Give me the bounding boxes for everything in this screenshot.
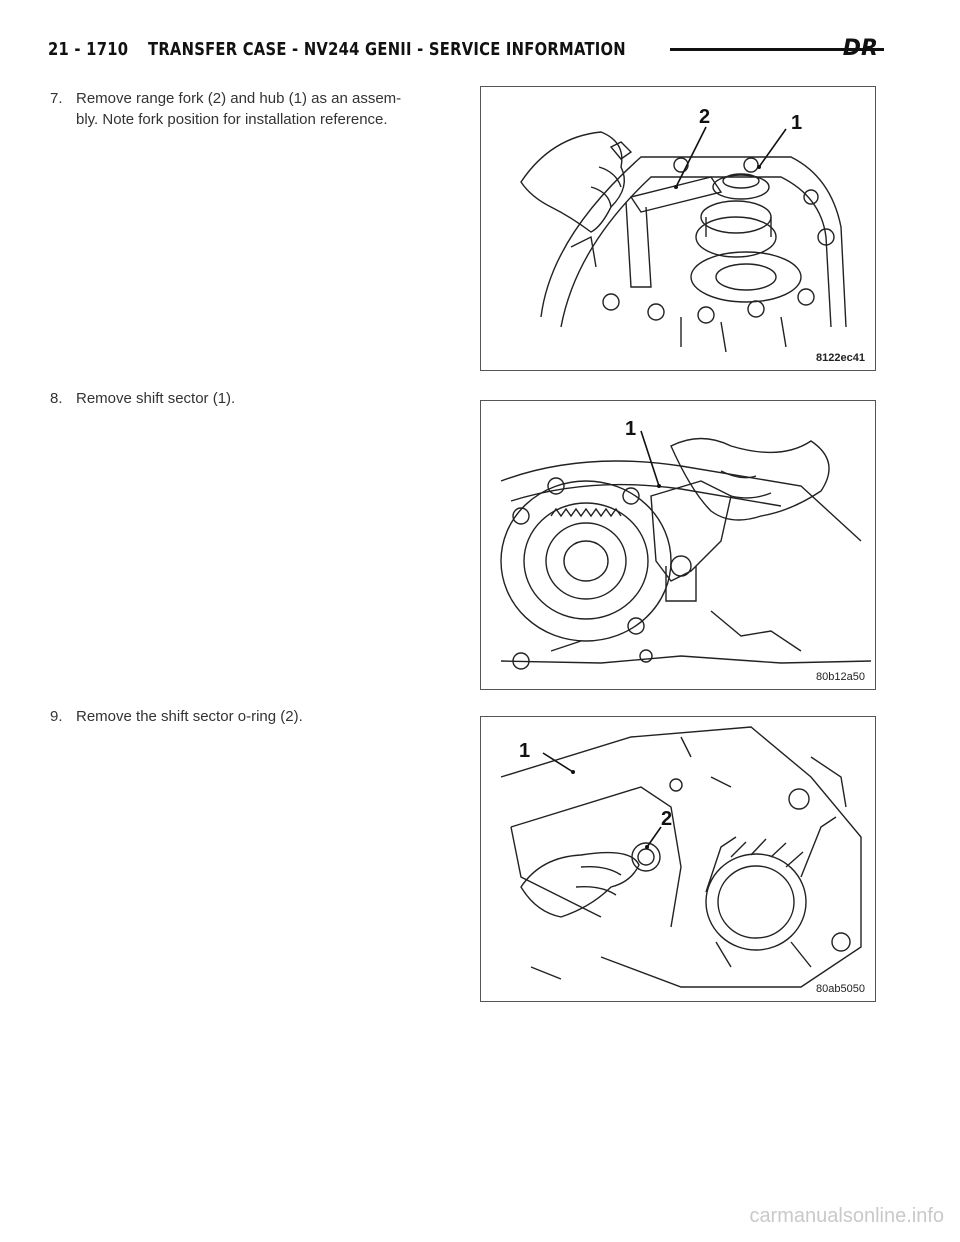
step-8 xyxy=(50,388,450,409)
step-text: Remove the shift sector o-ring (2). xyxy=(76,708,303,725)
illustration-range-fork-hub xyxy=(481,87,876,371)
step-number: 9. xyxy=(50,708,63,725)
step-text-continued: bly. Note fork position for installation reference. xyxy=(76,111,388,128)
figure-code: 80b12a50 xyxy=(816,671,865,683)
illustration-shift-sector xyxy=(481,401,876,690)
step-number: 8. xyxy=(50,390,63,407)
step-7 xyxy=(50,88,450,130)
figure-shift-sector xyxy=(480,400,876,690)
page-number: 21 - 1710 xyxy=(48,38,129,60)
callout-part-1: 1 xyxy=(519,740,531,762)
figure-code: 80ab5050 xyxy=(816,983,865,995)
callout-fork: 2 xyxy=(699,106,711,128)
step-number: 7. xyxy=(50,90,63,107)
callout-hub: 1 xyxy=(791,112,803,134)
step-text: Remove shift sector (1). xyxy=(76,390,236,407)
callout-oring: 2 xyxy=(661,808,673,830)
callout-shift-sector: 1 xyxy=(625,418,637,440)
figure-code: 8122ec41 xyxy=(816,352,865,364)
step-9 xyxy=(50,706,450,727)
illustration-shift-sector-oring xyxy=(481,717,876,1002)
watermark: carmanualsonline.info xyxy=(749,1205,944,1227)
step-text: Remove range fork (2) and hub (1) as an assem- xyxy=(76,90,402,107)
figure-shift-sector-oring xyxy=(480,716,876,1002)
figure-range-fork-hub xyxy=(480,86,876,371)
section-tag: DR xyxy=(842,36,878,61)
page-header xyxy=(48,34,878,64)
page-title: TRANSFER CASE - NV244 GENII - SERVICE INFORMATION xyxy=(148,38,626,60)
